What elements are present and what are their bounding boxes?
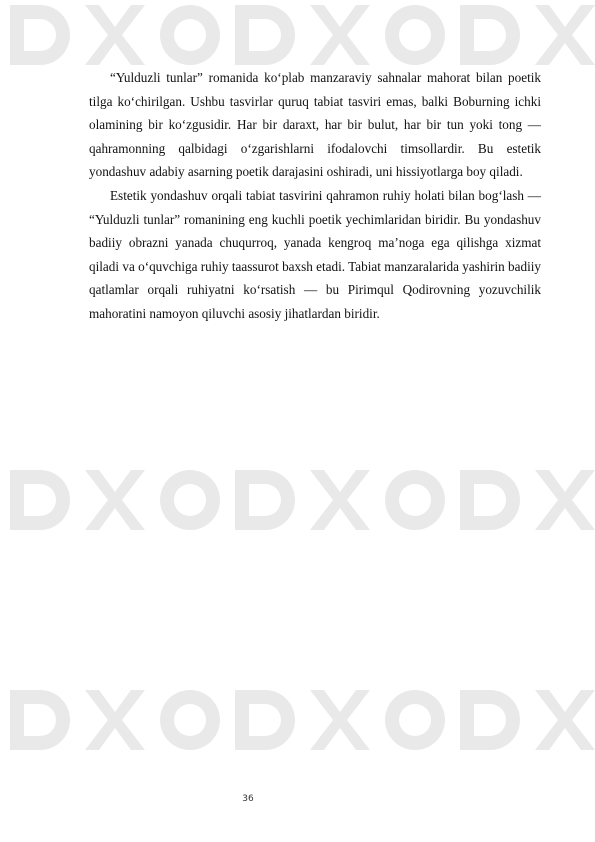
body-text [89,66,541,326]
watermark-row-3 [10,690,595,750]
watermark-row-2 [10,470,595,530]
paragraph-1: “Yulduzli tunlar” romanida ko‘plab manzaraviy sahnalar mahorat bilan poetik tilga ko‘chirilgan. Ushbu tasvirlar quruq tabiat tasviri emas, balki Boburning ichki olamining bir ko‘zgusidir. Har bir daraxt, har bir bulut, har bir tun yoki tong — qahramonning qalbidagi o‘zgarishlarni ifodalovchi timsollardir. Bu estetik yondashuv adabiy asarning poetik darajasini oshiradi, uni hissiyotlarga boy qiladi. [89,70,541,180]
page-number: 36 [242,794,254,804]
watermark-row-1 [10,5,595,65]
paragraph-2: Estetik yondashuv orqali tabiat tasvirini qahramon ruhiy holati bilan bog‘lash — “Yulduzli tunlar” romanining eng kuchli poetik yechimlaridan biridir. Bu yondashuv badiiy obrazni yanada chuqurroq, yanada kengroq ma’noga ega qilishga xizmat qiladi va o‘quvchiga ruhiy taassurot baxsh etadi. Tabiat manzaralarida yashirin badiiy qatlamlar orqali ruhiyatni ko‘rsatish — bu Pirimqul Qodirovning yozuvchilik mahoratini namoyon qiluvchi asosiy jihatlardan biridir. [89,187,541,321]
